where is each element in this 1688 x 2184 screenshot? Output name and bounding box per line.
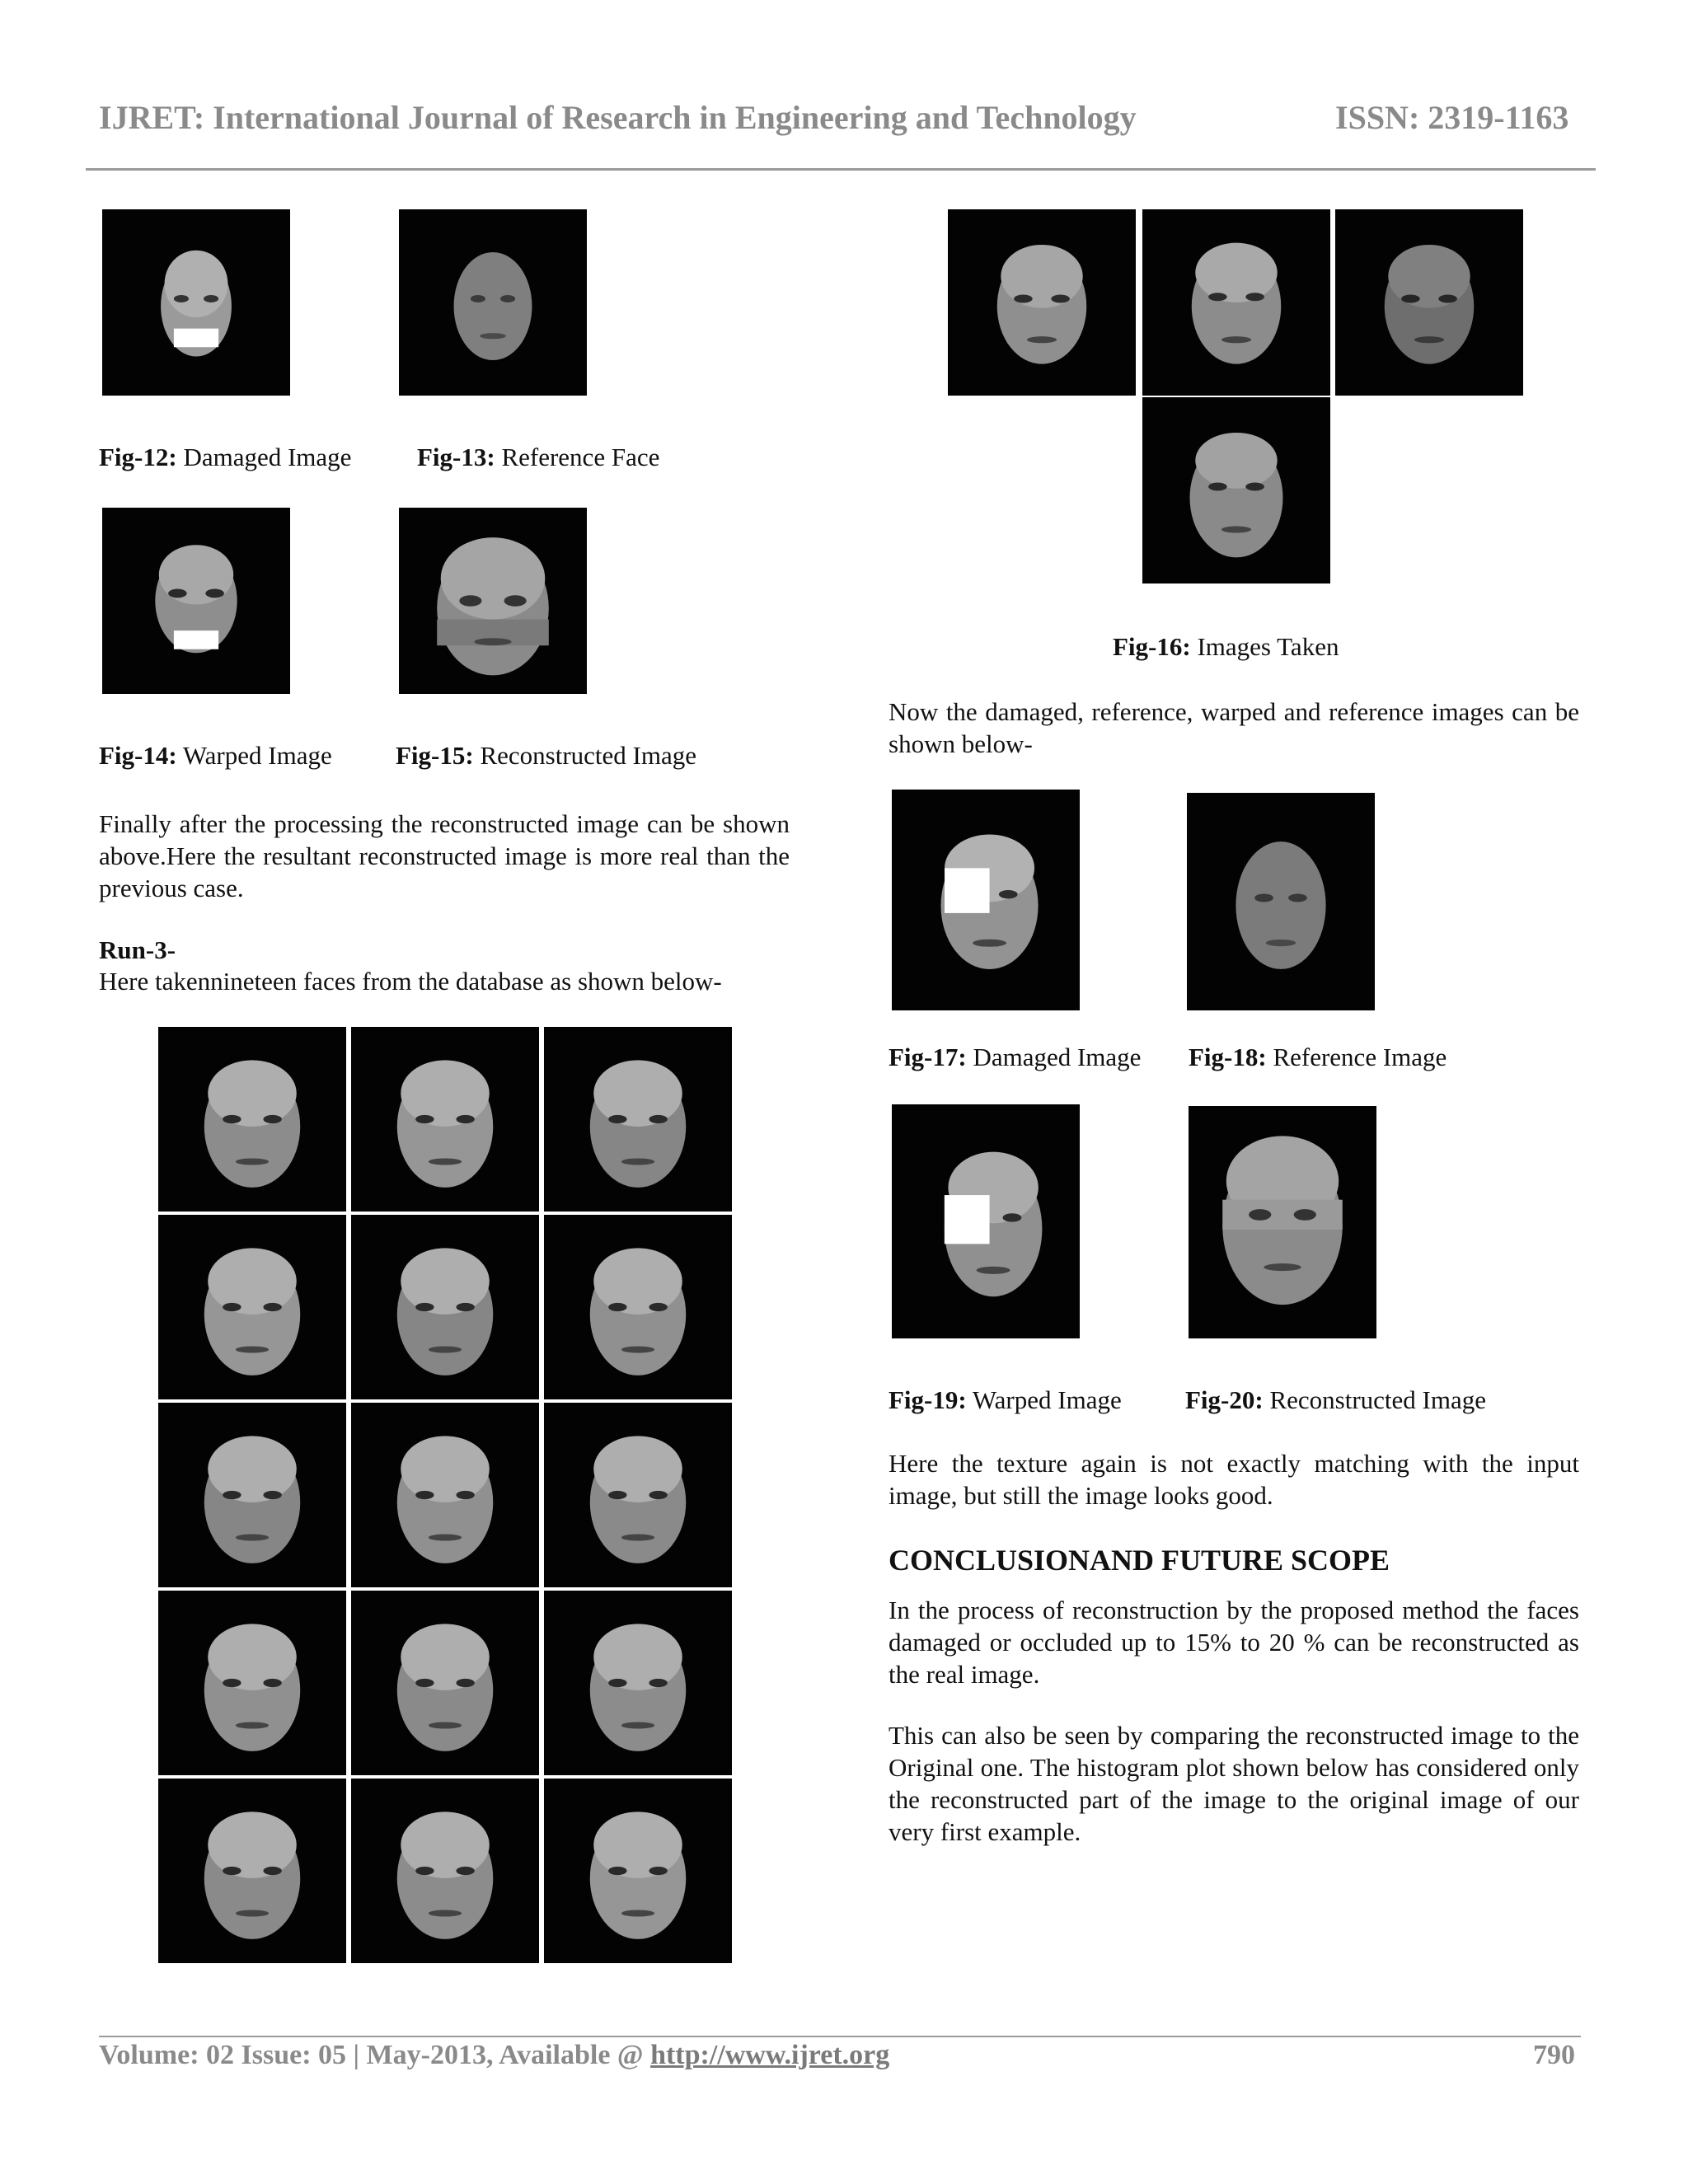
face-icon bbox=[1142, 209, 1330, 396]
face-icon bbox=[158, 1591, 346, 1775]
face-icon bbox=[399, 508, 587, 694]
issn: ISSN: 2319-1163 bbox=[1335, 99, 1569, 136]
header-rule bbox=[86, 168, 1596, 171]
fig16-caption: Fig-16: Images Taken bbox=[1113, 632, 1339, 661]
taken-face-image bbox=[1142, 397, 1330, 583]
fig20-caption: Fig-20: Reconstructed Image bbox=[1185, 1385, 1486, 1414]
face-icon bbox=[544, 1215, 732, 1399]
right-paragraph-3: In the process of reconstruction by the proposed method the faces damaged or occluded up to 15% to 20 % can be reconstructed as the real image. bbox=[889, 1596, 1579, 1689]
journal-title: IJRET: International Journal of Research in Engineering and Technology bbox=[99, 99, 1137, 136]
fig13-caption: Fig-13: Reference Face bbox=[417, 443, 660, 471]
face-icon bbox=[544, 1591, 732, 1775]
database-face-image bbox=[351, 1027, 539, 1212]
database-face-image bbox=[544, 1403, 732, 1587]
face-icon bbox=[544, 1027, 732, 1212]
face-icon bbox=[351, 1779, 539, 1963]
face-icon bbox=[892, 1104, 1080, 1338]
face-icon bbox=[1189, 1106, 1376, 1338]
face-icon bbox=[351, 1027, 539, 1212]
face-icon bbox=[948, 209, 1136, 396]
face-icon bbox=[158, 1215, 346, 1399]
left-paragraph: Finally after the processing the reconstructed image can be shown above.Here the resultant reconstructed image is more real than the previous case. bbox=[99, 809, 790, 902]
section-title: CONCLUSIONAND FUTURE SCOPE bbox=[889, 1544, 1390, 1577]
face-icon bbox=[102, 209, 290, 396]
footer-link[interactable]: http://www.ijret.org bbox=[650, 2040, 890, 2070]
database-face-image bbox=[158, 1779, 346, 1963]
database-face-image bbox=[351, 1215, 539, 1399]
face-icon bbox=[158, 1027, 346, 1212]
database-face-image bbox=[351, 1779, 539, 1963]
run-text: Here takennineteen faces from the database as shown below- bbox=[99, 967, 722, 996]
fig17-caption: Fig-17: Damaged Image bbox=[889, 1043, 1142, 1071]
fig18-caption: Fig-18: Reference Image bbox=[1189, 1043, 1447, 1071]
database-face-image bbox=[544, 1779, 732, 1963]
face-icon bbox=[544, 1779, 732, 1963]
reference-face-image bbox=[399, 209, 587, 396]
right-paragraph-2: Here the texture again is not exactly matching with the input image, but still the image looks good. bbox=[889, 1449, 1579, 1510]
right-paragraph-4: This can also be seen by comparing the reconstructed image to the Original one. The histogram plot shown below has considered only the reconstructed part of the image to the original image of our very first example. bbox=[889, 1721, 1579, 1846]
face-icon bbox=[102, 508, 290, 694]
face-icon bbox=[1187, 793, 1375, 1010]
damaged-face-image bbox=[102, 209, 290, 396]
warped-face-image bbox=[892, 1104, 1080, 1338]
face-icon bbox=[351, 1591, 539, 1775]
database-face-image bbox=[158, 1403, 346, 1587]
database-face-image bbox=[544, 1591, 732, 1775]
face-icon bbox=[351, 1215, 539, 1399]
reconstructed-face-image bbox=[399, 508, 587, 694]
fig14-caption: Fig-14: Warped Image bbox=[99, 741, 332, 770]
database-face-image bbox=[351, 1591, 539, 1775]
right-paragraph-1: Now the damaged, reference, warped and reference images can be shown below- bbox=[889, 697, 1579, 758]
taken-face-image bbox=[948, 209, 1136, 396]
fig19-caption: Fig-19: Warped Image bbox=[889, 1385, 1122, 1414]
database-face-image bbox=[544, 1027, 732, 1212]
reference-face-image bbox=[1187, 793, 1375, 1010]
face-icon bbox=[1142, 397, 1330, 583]
damaged-face-image bbox=[892, 790, 1080, 1010]
face-icon bbox=[158, 1779, 346, 1963]
page-number: 790 bbox=[1533, 2040, 1575, 2070]
reconstructed-face-image bbox=[1189, 1106, 1376, 1338]
fig15-caption: Fig-15: Reconstructed Image bbox=[396, 741, 696, 770]
database-face-image bbox=[351, 1403, 539, 1587]
database-face-image bbox=[158, 1591, 346, 1775]
footer-rule bbox=[99, 2036, 1581, 2037]
faces-grid bbox=[158, 1027, 734, 1963]
taken-face-image bbox=[1335, 209, 1523, 396]
face-icon bbox=[158, 1403, 346, 1587]
face-icon bbox=[399, 209, 587, 396]
database-face-image bbox=[544, 1215, 732, 1399]
face-icon bbox=[351, 1403, 539, 1587]
warped-face-image bbox=[102, 508, 290, 694]
database-face-image bbox=[158, 1215, 346, 1399]
database-face-image bbox=[158, 1027, 346, 1212]
footer-volume: Volume: 02 Issue: 05 | May-2013, Available @ http://www.ijret.org bbox=[99, 2040, 890, 2070]
run-heading: Run-3- bbox=[99, 935, 176, 964]
fig12-caption: Fig-12: Damaged Image bbox=[99, 443, 352, 471]
face-icon bbox=[1335, 209, 1523, 396]
face-icon bbox=[892, 790, 1080, 1010]
face-icon bbox=[544, 1403, 732, 1587]
taken-face-image bbox=[1142, 209, 1330, 396]
